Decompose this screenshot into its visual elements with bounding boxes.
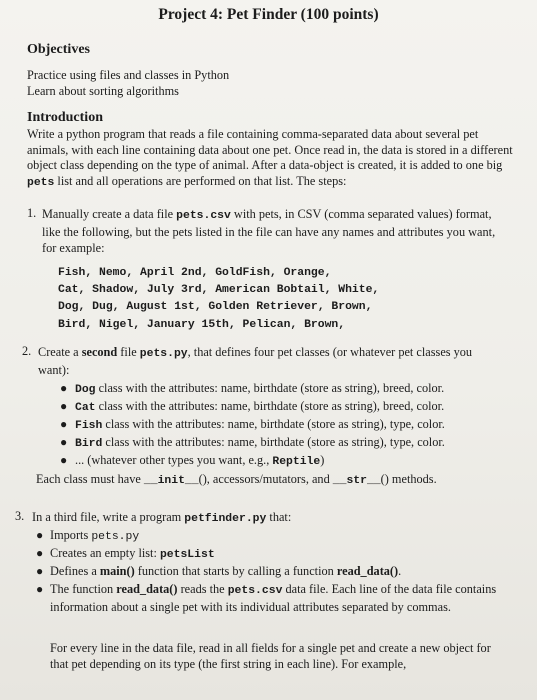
step-1-code-file: pets.csv — [176, 210, 231, 222]
read-data-description — [50, 581, 498, 615]
class-dog-text: class with the attributes: name, birthdate (store as string), breed, color. — [95, 381, 445, 395]
csv-line-4: Bird, Nigel, January 15th, Pelican, Brown, — [58, 318, 346, 331]
bullet-dot: ● — [36, 528, 44, 542]
objectives-heading: Objectives — [27, 42, 90, 57]
read-data-bold: read_data() — [336, 564, 399, 578]
step-3-text-b: that: — [266, 510, 292, 524]
step-1-text-b: with pets, in CSV (comma separated values) format, like the following, but the pets listed in the file can have any names and attributes you want, for example: — [42, 207, 496, 255]
read-data-text-b: reads the — [177, 582, 228, 596]
class-other-text: ... (whatever other types you want, e.g., — [75, 453, 273, 467]
step-2-code-file: pets.py — [139, 348, 188, 360]
step-1-text-a: Manually create a data file — [42, 207, 177, 221]
step-3-text — [32, 509, 291, 527]
step-1-text — [42, 206, 502, 256]
class-fish-text: class with the attributes: name, birthdate (store as string), type, color. — [102, 417, 445, 431]
main-func-bold: main() — [99, 564, 135, 578]
methods-requirement — [36, 471, 437, 489]
class-other-tail: ) — [320, 453, 325, 467]
intro-text-a: Write a python program that reads a file containing comma-separated data about several pet animals, with each line containing data about one pet. Once read in, the data is stored in a different object class depending on the type of animal. After a data-object is created, it is added to one big — [27, 127, 513, 173]
step-2-text-a: Create a — [38, 345, 82, 359]
imports-code: pets.py — [91, 531, 140, 543]
step-2-text-b: file — [117, 345, 140, 359]
csv-line-1: Fish, Nemo, April 2nd, GoldFish, Orange, — [58, 267, 332, 279]
read-data-func-bold: read_data() — [116, 582, 178, 596]
empty-list-line — [50, 545, 215, 563]
bullet-dot: ● — [36, 564, 44, 578]
petslist-code: petsList — [159, 549, 215, 561]
objective-line-2: Learn about sorting algorithms — [27, 84, 179, 98]
read-data-text-c: data file. Each line of the data file contains information about a single pet with its individual attributes separated by commas. — [50, 582, 497, 614]
bullet-dot: ● — [36, 582, 44, 596]
bullet-dot: ● — [36, 546, 44, 560]
class-reptile-code: Reptile — [272, 456, 321, 468]
str-method-code: __str__ — [332, 475, 381, 487]
csv-line-2: Cat, Shadow, July 3rd, American Bobtail, White, — [58, 284, 380, 297]
main-text-b: function that starts by calling a function — [134, 564, 337, 578]
csv-line-3: Dog, Dug, August 1st, Golden Retriever, Brown, — [58, 301, 373, 314]
class-bird-code: Bird — [75, 438, 103, 450]
class-fish-code: Fish — [75, 420, 103, 432]
bullet-dot: ● — [60, 417, 68, 431]
main-text-c: . — [398, 564, 402, 578]
csv-example-block — [58, 265, 379, 334]
class-dog-line — [75, 380, 444, 398]
class-other-line — [75, 452, 324, 470]
main-text-a: Defines a — [50, 564, 100, 578]
step-2-bold-second: second — [81, 345, 118, 359]
must-text-c: () methods. — [380, 472, 437, 486]
imports-line — [50, 527, 139, 545]
empty-list-text: Creates an empty list: — [50, 546, 160, 560]
step-3-text-a: In a third file, write a program — [32, 510, 185, 524]
class-dog-code: Dog — [75, 384, 96, 396]
page-title: Project 4: Pet Finder (100 points) — [158, 6, 379, 23]
intro-code-pets: pets — [27, 176, 55, 189]
bullet-dot: ● — [60, 453, 68, 467]
must-text-a: Each class must have — [36, 472, 144, 486]
class-cat-line — [75, 398, 444, 416]
class-bird-text: class with the attributes: name, birthdate (store as string), type, color. — [102, 435, 445, 449]
main-function-line — [50, 563, 401, 579]
introduction-paragraph — [27, 127, 515, 191]
class-bird-line — [75, 434, 445, 452]
step-3-code-file: petfinder.py — [184, 513, 267, 525]
step-2-number: 2. — [22, 344, 32, 358]
step-3-number: 3. — [15, 509, 25, 523]
must-text-b: (), accessors/mutators, and — [198, 472, 333, 486]
bullet-dot: ● — [60, 399, 68, 413]
intro-text-b: list and all operations are performed on that list. The steps: — [54, 173, 347, 188]
class-cat-code: Cat — [75, 402, 96, 414]
step-1-number: 1. — [27, 206, 37, 220]
introduction-heading: Introduction — [27, 110, 103, 125]
class-cat-text: class with the attributes: name, birthdate (store as string), breed, color. — [95, 399, 445, 413]
objective-line-1: Practice using files and classes in Python — [27, 68, 230, 82]
class-fish-line — [75, 416, 445, 434]
read-data-text-a: The function — [50, 582, 117, 596]
per-line-description: For every line in the data file, read in all fields for a single pet and create a new object for that pet depending on its type (the first string in each line). For example, — [50, 641, 491, 671]
read-data-file-code: pets.csv — [227, 585, 283, 597]
init-method-code: __init__ — [143, 475, 199, 487]
bullet-dot: ● — [60, 381, 68, 395]
imports-text: Imports — [50, 528, 92, 542]
step-2-text-c: , that defines four pet classes (or whatever pet classes you want): — [38, 345, 473, 377]
step-2-text — [38, 344, 500, 378]
bullet-dot: ● — [60, 435, 68, 449]
